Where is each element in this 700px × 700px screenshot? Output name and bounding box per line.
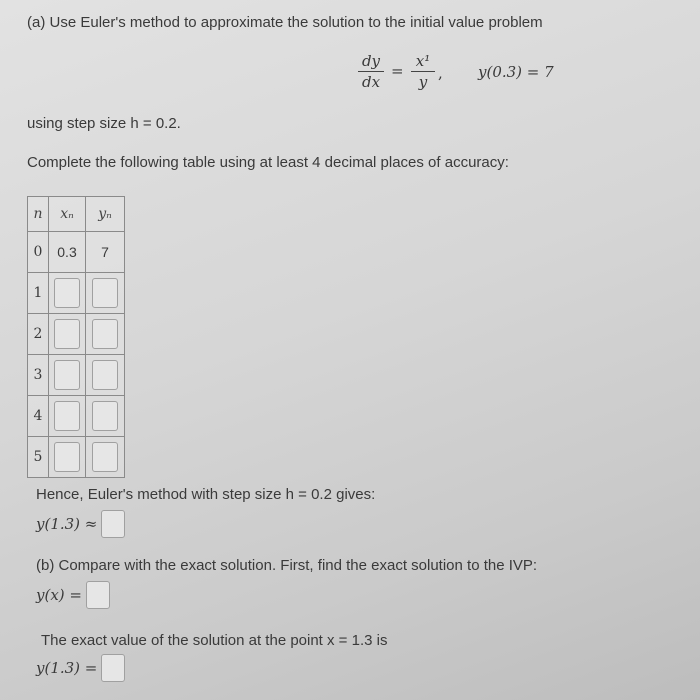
- exact-value-text: The exact value of the solution at the point x = 1.3 is: [41, 632, 388, 649]
- x1-input[interactable]: [54, 278, 80, 308]
- x2-input[interactable]: [54, 319, 80, 349]
- table-row-2: [28, 314, 125, 355]
- exact-value-label: y(1.3) =: [36, 659, 98, 677]
- y5-input[interactable]: [92, 442, 118, 472]
- y2-input[interactable]: [92, 319, 118, 349]
- row3-y-cell: [86, 355, 125, 396]
- problem-intro: (a) Use Euler's method to approximate the solution to the initial value problem: [27, 14, 543, 31]
- row1-y-cell: [86, 273, 125, 314]
- eq-dy: dy: [361, 52, 381, 70]
- row5-y-cell: [86, 437, 125, 478]
- row4-x-cell: [49, 396, 86, 437]
- table-row-5: [28, 437, 125, 478]
- table-row-3: [28, 355, 125, 396]
- exact-value-row: [36, 654, 125, 682]
- euler-result-row: [36, 510, 125, 538]
- header-xn: xₙ: [49, 197, 86, 232]
- initial-condition: y(0.3) = 7: [478, 63, 554, 81]
- row1-x-cell: [49, 273, 86, 314]
- row3-n: 3: [28, 355, 49, 396]
- x3-input[interactable]: [54, 360, 80, 390]
- eq-comma: ,: [438, 64, 443, 82]
- row0-x: 0.3: [49, 232, 86, 273]
- exact-solution-input[interactable]: [86, 581, 110, 609]
- table-instructions: Complete the following table using at least 4 decimal places of accuracy:: [27, 154, 509, 171]
- y1-input[interactable]: [92, 278, 118, 308]
- euler-result-label: y(1.3) ≈: [36, 515, 98, 533]
- rhs-fraction: [411, 52, 435, 91]
- euler-table: [27, 196, 125, 478]
- row0-y: 7: [86, 232, 125, 273]
- x4-input[interactable]: [54, 401, 80, 431]
- euler-result-text: Hence, Euler's method with step size h = 0.2 gives:: [36, 486, 376, 503]
- header-n: n: [28, 197, 49, 232]
- exact-solution-row: [36, 581, 110, 609]
- derivative-fraction: [358, 52, 384, 91]
- table-row-1: [28, 273, 125, 314]
- row2-y-cell: [86, 314, 125, 355]
- row5-x-cell: [49, 437, 86, 478]
- row2-n: 2: [28, 314, 49, 355]
- row3-x-cell: [49, 355, 86, 396]
- y3-input[interactable]: [92, 360, 118, 390]
- table-row-0: [28, 232, 125, 273]
- y4-input[interactable]: [92, 401, 118, 431]
- header-yn: yₙ: [86, 197, 125, 232]
- row5-n: 5: [28, 437, 49, 478]
- part-b-text: (b) Compare with the exact solution. First, find the exact solution to the IVP:: [36, 557, 538, 574]
- eq-equals: =: [391, 62, 404, 80]
- x5-input[interactable]: [54, 442, 80, 472]
- exact-value-input[interactable]: [101, 654, 125, 682]
- eq-denominator: y: [418, 73, 428, 91]
- exact-solution-label: y(x) =: [36, 586, 82, 604]
- row4-n: 4: [28, 396, 49, 437]
- table-row-4: [28, 396, 125, 437]
- table-header-row: [28, 197, 125, 232]
- step-size-text: using step size h = 0.2.: [27, 115, 181, 132]
- row2-x-cell: [49, 314, 86, 355]
- eq-dx: dx: [361, 73, 381, 91]
- row0-n: 0: [28, 232, 49, 273]
- row1-n: 1: [28, 273, 49, 314]
- eq-numerator: x¹: [415, 52, 431, 70]
- euler-result-input[interactable]: [101, 510, 125, 538]
- row4-y-cell: [86, 396, 125, 437]
